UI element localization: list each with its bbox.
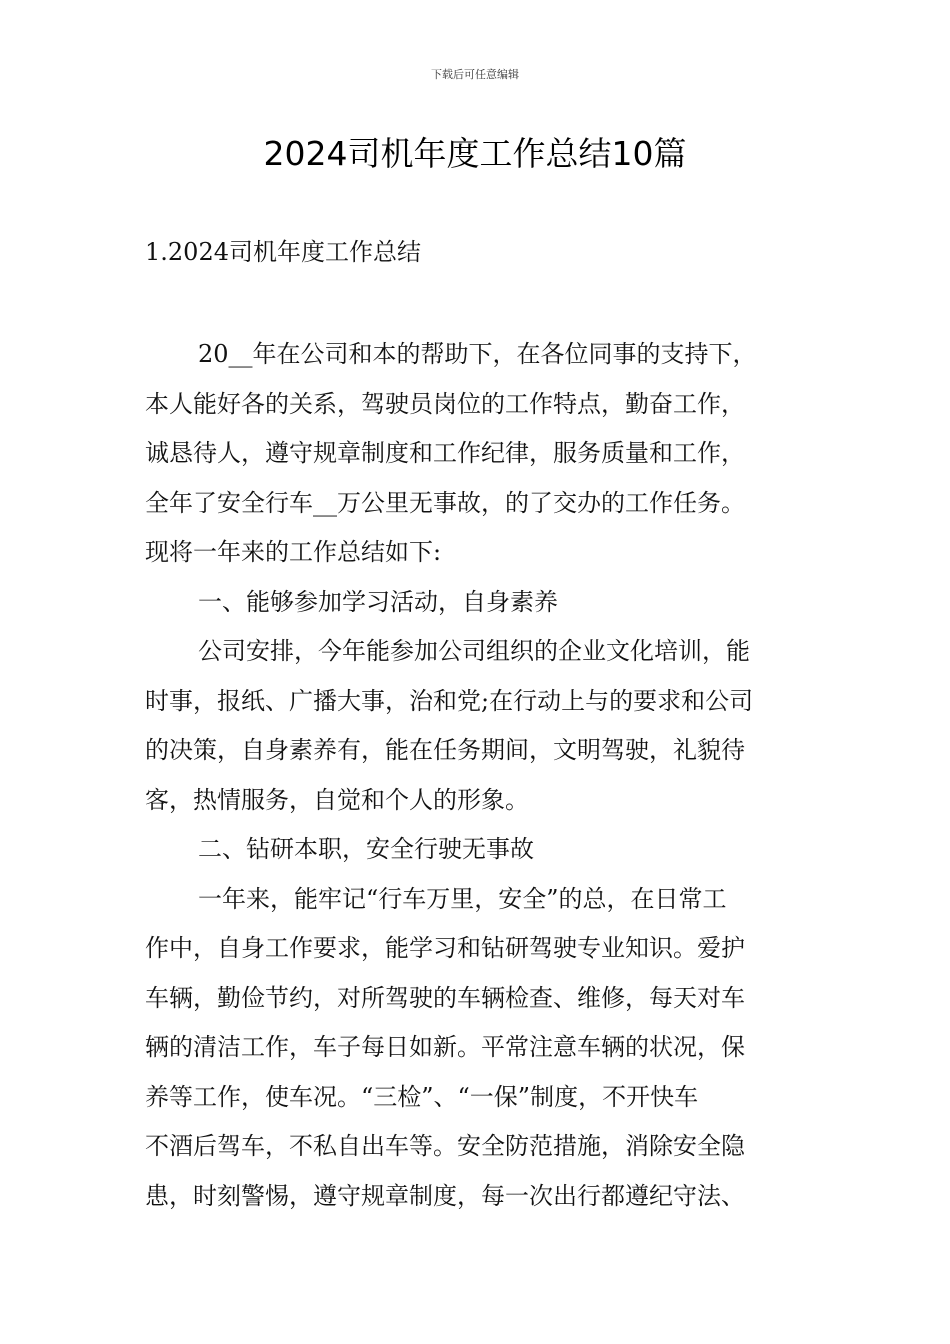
body-line: 时事，报纸、广播大事，治和党;在行动上与的要求和公司: [145, 686, 754, 715]
body-line: 公司安排，今年能参加公司组织的企业文化培训，能: [198, 637, 750, 665]
body-line: 诚恳待人，遵守规章制度和工作纪律，服务质量和工作，: [145, 439, 745, 467]
body-line: 客，热情服务，自觉和个人的形象。: [145, 785, 529, 814]
section-heading: 1.2024司机年度工作总结: [145, 238, 421, 266]
header-note: 下载后可任意编辑: [431, 68, 519, 81]
body-line: 养等工作，使车况。“三检”、“一保”制度，不开快车: [145, 1082, 699, 1111]
body-line: 一年来，能牢记“行车万里，安全”的总，在日常工: [198, 884, 727, 913]
body-line: 患，时刻警惕，遵守规章制度，每一次出行都遵纪守法、: [145, 1181, 745, 1210]
body-text: [145, 330, 810, 1221]
body-line: 辆的清洁工作，车子每日如新。平常注意车辆的状况，保: [145, 1033, 745, 1061]
body-line: 不酒后驾车，不私自出车等。安全防范措施，消除安全隐: [145, 1132, 745, 1160]
body-line: 20__年在公司和本的帮助下，在各位同事的支持下，: [198, 340, 757, 368]
subheading-line: 一、能够参加学习活动，自身素养: [198, 587, 558, 616]
body-line: 全年了安全行车__万公里无事故，的了交办的工作任务。: [145, 488, 745, 517]
body-line: 作中，自身工作要求，能学习和钻研驾驶专业知识。爱护: [145, 934, 745, 962]
body-line: 本人能好各的关系，驾驶员岗位的工作特点，勤奋工作，: [145, 389, 745, 418]
body-line: 现将一年来的工作总结如下:: [145, 538, 442, 566]
body-line: 的决策，自身素养有，能在任务期间，文明驾驶，礼貌待: [145, 736, 745, 764]
document-title: 2024司机年度工作总结10篇: [263, 134, 687, 173]
body-line: 车辆，勤俭节约，对所驾驶的车辆检查、维修，每天对车: [145, 983, 745, 1012]
subheading-line: 二、钻研本职，安全行驶无事故: [198, 835, 534, 863]
